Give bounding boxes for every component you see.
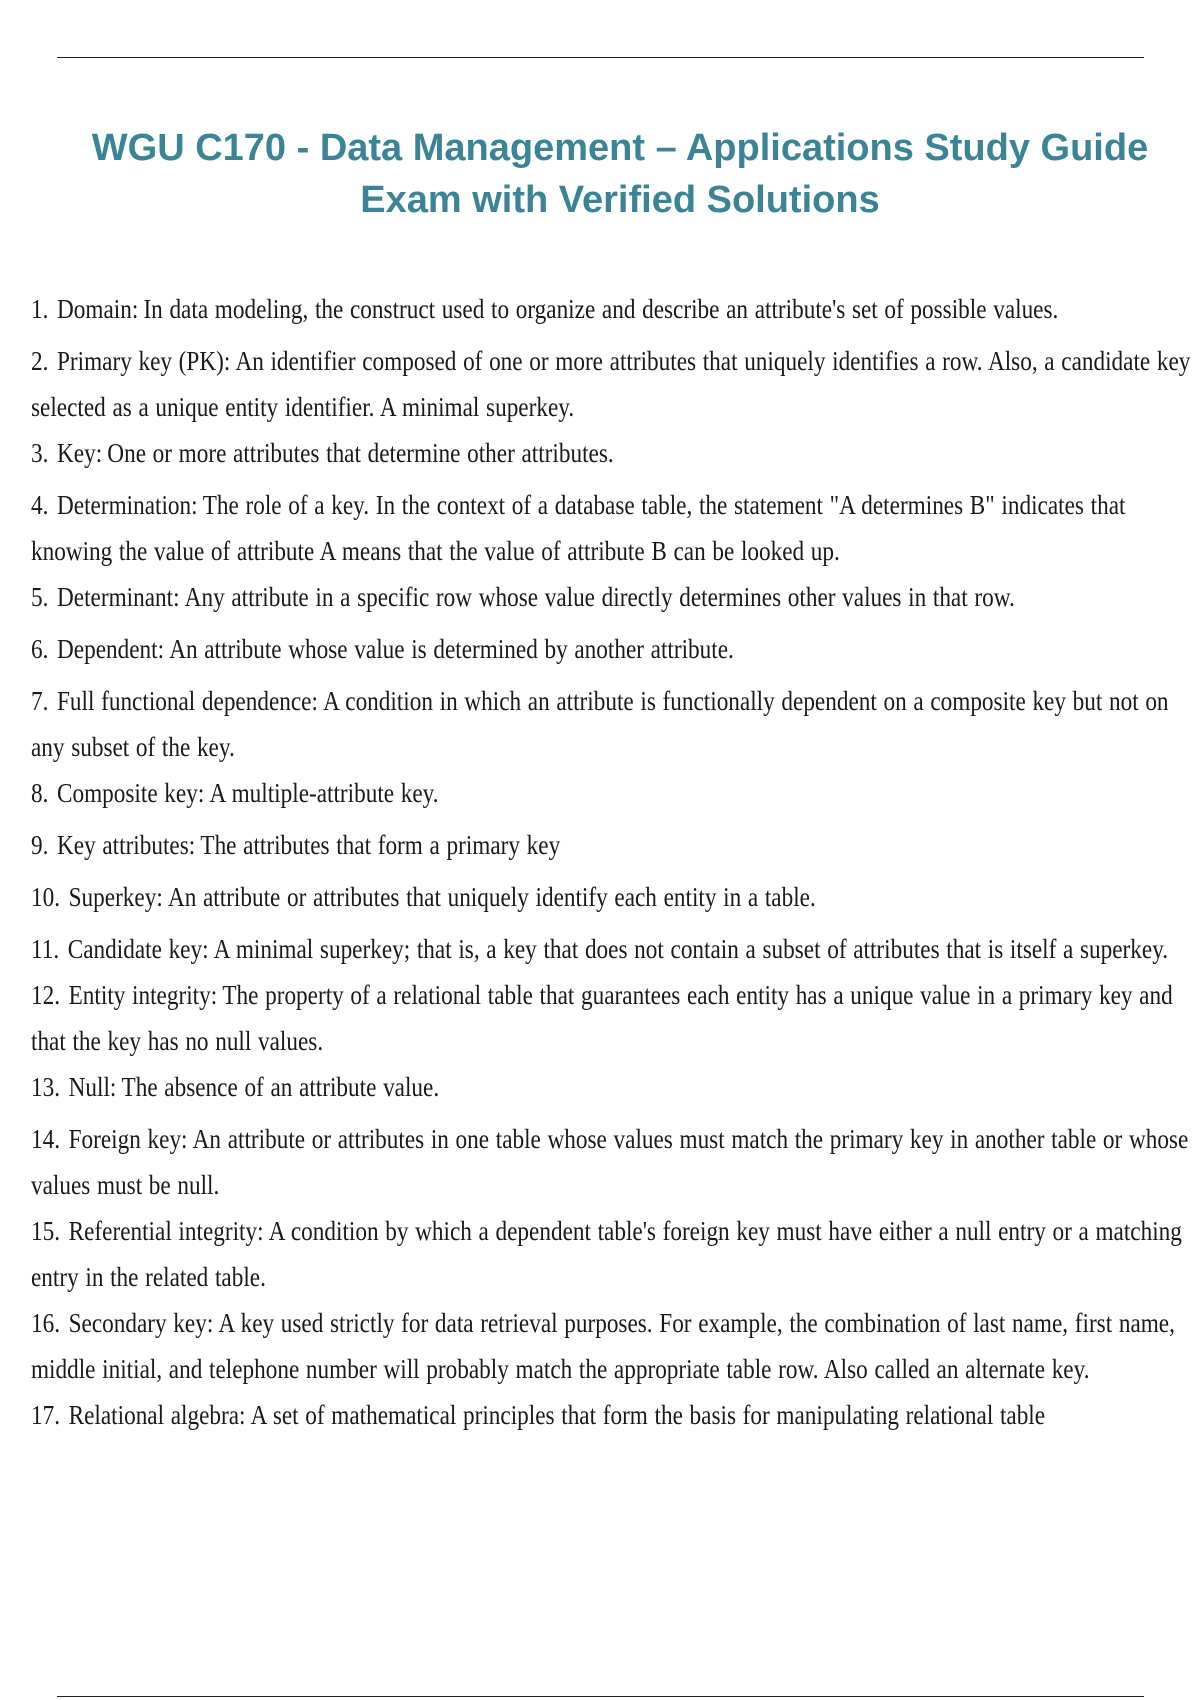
item-term: Referential integrity: [68,1216,264,1246]
item-term: Null: [68,1072,117,1102]
item-term: Dependent: [57,634,165,664]
item-number: 2. [31,346,49,376]
item-number: 12. [31,980,61,1010]
item-number: 11. [31,934,60,964]
item-definition: The property of a relational table that guarantees each entity has a unique value in a primary key and that the key has no null values. [31,980,1173,1056]
item-number: 1. [31,294,49,324]
top-rule [57,57,1144,58]
item-definition: An identifier composed of one or more attributes that uniquely identifies a row. Also, a candidate key selected as a unique entity identifier. A minimal superkey. [31,346,1191,422]
list-item [31,626,1198,672]
list-item [31,1208,1198,1300]
item-definition: A key used strictly for data retrieval purposes. For example, the combination of last name, first name, middle initial, and telephone number will probably match the appropriate table row. Also called an alternate key. [31,1308,1175,1384]
item-term: Domain: [57,294,139,324]
list-item [31,286,1198,332]
item-term: Composite key: [57,778,205,808]
page-title: WGU C170 - Data Management – Applications Study Guide Exam with Verified Solutions [91,127,1149,221]
item-definition: The role of a key. In the context of a database table, the statement "A determines B" indicates that knowing the value of attribute A means that the value of attribute B can be looked up. [31,490,1126,566]
item-number: 15. [31,1216,61,1246]
item-term: Secondary key: [68,1308,214,1338]
item-definition: A minimal superkey; that is, a key that does not contain a subset of attributes that is itself a superkey. [213,934,1169,964]
item-number: 13. [31,1072,61,1102]
bottom-rule [57,1696,1144,1697]
item-term: Superkey: [68,882,163,912]
item-term: Entity integrity: [68,980,218,1010]
item-definition: An attribute or attributes in one table whose values must match the primary key in another table or whose values must be null. [31,1124,1189,1200]
item-term: Determination: [57,490,198,520]
item-definition: A condition by which a dependent table's foreign key must have either a null entry or a matching entry in the related table. [31,1216,1182,1292]
item-number: 9. [31,830,49,860]
item-number: 16. [31,1308,61,1338]
item-definition: The absence of an attribute value. [121,1072,440,1102]
item-number: 8. [31,778,49,808]
list-item [31,1392,1198,1438]
item-definition: One or more attributes that determine other attributes. [107,438,614,468]
item-term: Foreign key: [68,1124,188,1154]
list-item [31,770,1198,816]
list-item [31,338,1198,430]
item-definition: A set of mathematical principles that form the basis for manipulating relational table [250,1400,1046,1430]
list-item [31,822,1198,868]
item-number: 17. [31,1400,61,1430]
item-term: Primary key (PK): [57,346,231,376]
list-item [31,972,1198,1064]
item-number: 6. [31,634,49,664]
item-number: 5. [31,582,49,612]
item-definition: A multiple-attribute key. [209,778,439,808]
list-item [31,574,1198,620]
list-item [31,926,1198,972]
item-definition: The attributes that form a primary key [200,830,561,860]
item-number: 10. [31,882,61,912]
item-term: Key attributes: [57,830,196,860]
list-item [31,482,1198,574]
item-term: Relational algebra: [68,1400,246,1430]
item-number: 14. [31,1124,61,1154]
list-item [31,1116,1198,1208]
item-number: 7. [31,686,49,716]
list-item [31,430,1198,476]
item-definition: An attribute or attributes that uniquely identify each entity in a table. [167,882,816,912]
item-number: 4. [31,490,49,520]
item-definition: A condition in which an attribute is functionally dependent on a composite key but not on any subset of the key. [31,686,1169,762]
list-item [31,1064,1198,1110]
item-term: Determinant: [57,582,180,612]
item-term: Candidate key: [67,934,209,964]
item-definition: Any attribute in a specific row whose value directly determines other values in that row. [184,582,1015,612]
item-definition: An attribute whose value is determined by another attribute. [169,634,734,664]
definition-list [31,286,1200,1444]
list-item [31,1300,1198,1392]
item-definition: In data modeling, the construct used to organize and describe an attribute's set of possible values. [143,294,1059,324]
list-item [31,874,1198,920]
list-item [31,678,1198,770]
item-term: Key: [57,438,103,468]
item-term: Full functional dependence: [57,686,318,716]
item-number: 3. [31,438,49,468]
